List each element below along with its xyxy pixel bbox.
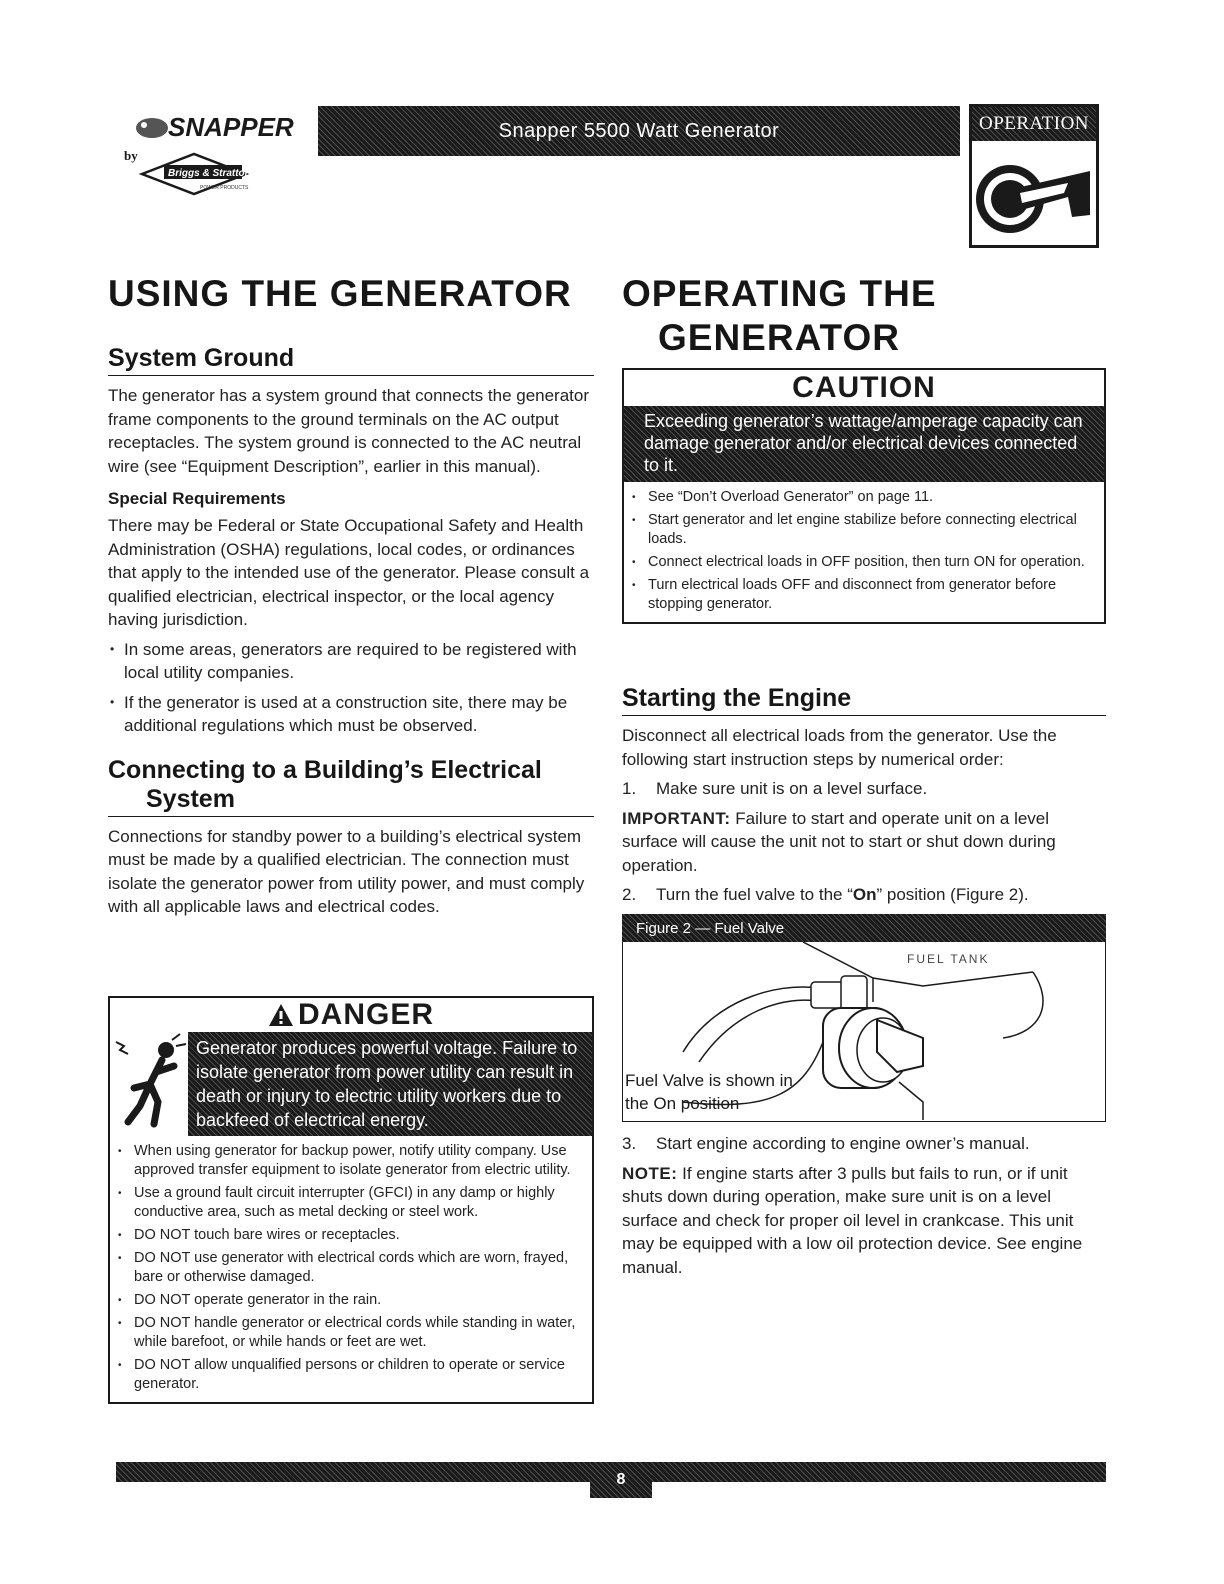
using-generator-heading: USING THE GENERATOR (108, 273, 572, 314)
step-1-number: 1. (622, 779, 637, 798)
system-ground-body: The generator has a system ground that connects the generator frame components to the ground terminals on the AC output receptacles. The system ground is connected to the AC neutral wire (see “Equipment Description”, earlier in this manual). (108, 386, 590, 476)
step-2 (622, 883, 1106, 907)
caution-title: CAUTION (792, 371, 936, 404)
document-title: Snapper 5500 Watt Generator (498, 119, 780, 142)
danger-header (110, 998, 592, 1032)
step-3-text: Start engine according to engine owner’s manual. (656, 1134, 1030, 1153)
starting-intro: Disconnect all electrical loads from the generator. Use the following start instruction steps by numerical order: (622, 726, 1057, 769)
step-2-pre: Turn the fuel valve to the “ (656, 885, 853, 904)
connecting-body: Connections for standby power to a building’s electrical system must be made by a qualified electrician. The connection must isolate the generator power from utility power, and must comply with all applicable laws and electrical codes. (108, 826, 585, 916)
starting-section (622, 684, 1106, 907)
step-2-on: On (852, 885, 877, 904)
list-item: • Turn electrical loads OFF and disconnect from generator before stopping generator. (630, 576, 1098, 614)
list-item: • Use a ground fault circuit interrupter (GFCI) in any damp or highly conductive area, such as metal decking or steel work. (116, 1184, 586, 1222)
danger-band: Generator produces powerful voltage. Failure to isolate generator from power utility can result in death or injury to electric utility workers due to backfeed of electrical energy. (188, 1032, 592, 1136)
caution-box (622, 368, 1106, 624)
connecting-heading-line1: Connecting to a Building’s Electrical (108, 755, 542, 784)
list-item: • Connect electrical loads in OFF position, then turn ON for operation. (630, 553, 1098, 572)
step-2-number: 2. (622, 885, 637, 904)
section-tab (969, 104, 1099, 248)
step-2-text (656, 883, 1029, 907)
parent-brand: Briggs & Stratton (168, 168, 251, 179)
danger-list (110, 1136, 592, 1402)
step-3 (622, 1132, 1106, 1156)
danger-title: DANGER (297, 998, 434, 1031)
caution-list (624, 482, 1104, 622)
engine-note (622, 1162, 1106, 1280)
special-requirements-heading: Special Requirements (108, 489, 286, 508)
figure-2-body (622, 942, 1106, 1122)
section-tab-label: OPERATION (972, 107, 1096, 141)
list-item: • DO NOT operate generator in the rain. (116, 1291, 586, 1310)
step-3-number: 3. (622, 1134, 637, 1153)
caution-band: Exceeding generator’s wattage/amperage capacity can damage generator and/or electrical devices connected to it. (624, 406, 1104, 482)
figure-2-caption: Fuel Valve is shown in the On position (625, 1071, 793, 1113)
starting-heading: Starting the Engine (622, 684, 1106, 716)
list-item: • DO NOT use generator with electrical cords which are worn, frayed, bare or otherwise damaged. (116, 1249, 586, 1287)
page-number: 8 (590, 1462, 652, 1498)
figure-2-title: Figure 2 — Fuel Valve (622, 914, 1106, 942)
operating-heading-line1: OPERATING THE (622, 273, 937, 314)
brand-logo (112, 102, 342, 202)
list-item: • In some areas, generators are required to be registered with local utility companies. (108, 638, 594, 685)
list-item: • Start generator and let engine stabilize before connecting electrical loads. (630, 511, 1098, 549)
step-1-text: Make sure unit is on a level surface. (656, 779, 928, 798)
list-item: • DO NOT handle generator or electrical cords while standing in water, while barefoot, or while hands or feet are wet. (116, 1314, 586, 1352)
special-requirements-list (108, 638, 594, 738)
note-text: If engine starts after 3 pulls but fails to run, or if unit shuts down during operation, make sure unit is on a level surface and check for proper oil level in crankcase. This unit may be equipped with a low oil protection device. See engine manual. (622, 1163, 1083, 1277)
list-item: • When using generator for backup power, notify utility company. Use approved transfer equipment to isolate generator from electric utility. (116, 1142, 586, 1180)
danger-band-row (110, 1032, 592, 1136)
operation-icon (972, 141, 1096, 245)
by-label: by (124, 148, 138, 163)
system-ground-heading: System Ground (108, 344, 594, 376)
list-item: • See “Don’t Overload Generator” on page 11. (630, 488, 1098, 507)
brand-name: SNAPPER (168, 112, 294, 142)
document-title-bar (318, 106, 960, 156)
danger-box (108, 996, 594, 1404)
step-2-post: ” position (Figure 2). (876, 885, 1029, 904)
parent-sub: POWER PRODUCTS (200, 185, 249, 191)
fuel-tank-label: FUEL TANK (907, 952, 990, 966)
connecting-heading-line2: System (146, 784, 235, 813)
figure-2 (622, 914, 1106, 1124)
list-item: • DO NOT allow unqualified persons or children to operate or service generator. (116, 1356, 586, 1394)
connecting-heading (108, 756, 594, 817)
important-note (622, 807, 1106, 878)
left-column (108, 272, 594, 919)
important-text: Failure to start and operate unit on a level surface will cause the unit not to start or shut down during operation. (622, 808, 1056, 875)
important-label: IMPORTANT: (622, 808, 731, 828)
electric-shock-icon (110, 1032, 188, 1132)
list-item: • DO NOT touch bare wires or receptacles. (116, 1226, 586, 1245)
warning-triangle-icon (268, 1003, 294, 1027)
right-column (622, 272, 1106, 360)
step-1 (622, 777, 1106, 801)
list-item: • If the generator is used at a construction site, there may be additional regulations which must be observed. (108, 691, 594, 738)
snapper-logo-graphic (112, 102, 342, 202)
special-requirements-body: There may be Federal or State Occupational Safety and Health Administration (OSHA) regulations, local codes, or ordinances that apply to the intended use of the generator. Please consult a qualified electrician, electrical inspector, or the local agency having jurisdiction. (108, 516, 590, 629)
note-label: NOTE: (622, 1163, 678, 1183)
operating-heading-line2: GENERATOR (658, 317, 900, 358)
starting-section-continued (622, 1132, 1106, 1279)
